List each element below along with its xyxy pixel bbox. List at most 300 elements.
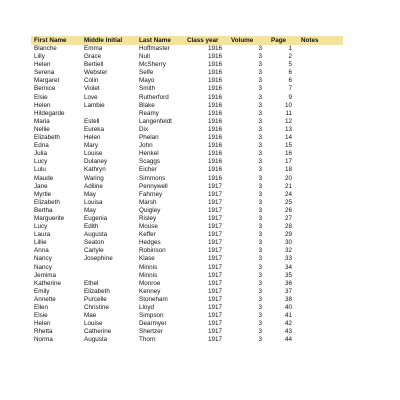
notes-cell [298,231,343,239]
table-row [31,134,343,142]
table-row [31,199,343,207]
last-name-cell: Marsh [139,198,157,206]
last-name-cell: Quigley [139,206,161,214]
header-class-year: Class year [187,37,219,44]
first-name-cell: Ellen [34,304,49,311]
page-cell: 27 [284,214,292,222]
page-cell: 30 [284,239,292,247]
page-cell: 15 [284,142,292,150]
middle-initial-cell: Emma [84,45,103,52]
last-name-cell: Smith [139,85,156,93]
page-cell: 25 [284,198,292,206]
first-name-cell: Anna [34,247,49,255]
page-cell: 12 [284,117,292,125]
table-row [31,142,343,150]
first-name-cell: Helen [34,61,51,69]
class-year-cell: 1917 [207,223,222,231]
notes-cell [298,158,343,166]
first-name-cell: Margaret [34,77,60,85]
page-cell: 26 [284,206,292,214]
first-name-cell: Elsie [34,93,48,101]
volume-cell: 3 [258,182,262,190]
page-cell: 1 [288,45,292,52]
notes-cell [298,142,343,150]
first-name-cell: Katherine [34,279,61,287]
page-cell: 29 [284,231,292,239]
first-name-cell: Jane [34,182,48,190]
table-body [31,45,343,344]
volume-cell: 3 [258,304,262,311]
middle-initial-cell: Louise [84,150,103,158]
volume-cell: 3 [258,166,262,174]
class-year-cell: 1917 [207,304,222,311]
page-cell: 10 [284,101,292,109]
header-notes: Notes [301,37,319,44]
notes-cell [298,53,343,61]
first-name-cell: Nancy [34,255,52,263]
volume-cell: 3 [258,271,262,279]
middle-initial-cell: Adiline [84,182,103,190]
page-cell: 17 [284,158,292,166]
middle-initial-cell: Eugenia [84,214,108,222]
middle-initial-cell: Seaton [84,239,104,247]
table-row [31,126,343,134]
page-cell: 28 [284,223,292,231]
notes-cell [298,85,343,93]
first-name-cell: Laura [34,231,51,239]
volume-cell: 3 [258,328,262,336]
middle-initial-cell: Bertiell [84,61,104,69]
last-name-cell: Henkel [139,150,159,158]
middle-initial-cell: Dulaney [84,158,108,166]
class-year-cell: 1916 [207,69,222,77]
class-year-cell: 1916 [207,158,222,166]
table-row [31,304,343,312]
table-row [31,158,343,166]
volume-cell: 3 [258,117,262,125]
class-year-cell: 1917 [207,263,222,271]
last-name-cell: Langenfeldt [139,117,172,125]
middle-initial-cell: Lambie [84,101,105,109]
class-year-cell: 1917 [207,198,222,206]
middle-initial-cell: Grace [84,53,102,61]
middle-initial-cell [81,110,136,118]
class-year-cell: 1916 [207,150,222,158]
notes-cell [298,199,343,207]
last-name-cell: Robinson [139,247,166,255]
middle-initial-cell: Helen [84,134,101,142]
middle-initial-cell: Augusta [84,231,108,239]
notes-cell [298,320,343,328]
table-row [31,272,343,280]
first-name-cell: Elizabeth [34,134,60,142]
first-name-cell: Emily [34,287,50,295]
page-cell: 33 [284,255,292,263]
volume-cell: 3 [258,190,262,198]
header-page: Page [271,37,287,44]
middle-initial-cell: Mary [84,142,98,150]
class-year-cell: 1917 [207,239,222,247]
class-year-cell: 1916 [207,45,222,52]
volume-cell: 3 [258,142,262,150]
first-name-cell: Norma [34,336,53,344]
volume-cell: 3 [258,101,262,109]
table-row [31,150,343,158]
class-year-cell: 1916 [207,117,222,125]
first-name-cell: Lilly [34,53,45,61]
notes-cell [298,272,343,280]
header-last-name: Last Name [139,37,171,44]
table-row [31,328,343,336]
volume-cell: 3 [258,53,262,61]
last-name-cell: Thorn [139,336,156,344]
table-row [31,175,343,183]
last-name-cell: Eicher [139,166,157,174]
notes-cell [298,77,343,85]
class-year-cell: 1916 [207,125,222,133]
first-name-cell: Hildegarde [34,109,65,117]
notes-cell [298,183,343,191]
page-cell: 5 [288,61,292,69]
page-cell: 34 [284,263,292,271]
last-name-cell: Stoneham [139,295,168,303]
page-cell: 2 [288,53,292,61]
notes-cell [298,239,343,247]
class-year-cell: 1916 [207,85,222,93]
page-cell: 36 [284,279,292,287]
middle-initial-cell: Carlyle [84,247,104,255]
last-name-cell: Minnis [139,263,158,271]
middle-initial-cell: Edith [84,223,99,231]
page-cell: 24 [284,190,292,198]
middle-initial-cell: Louise [84,320,103,328]
last-name-cell: Rutherford [139,93,169,101]
page-cell: 9 [288,93,292,101]
volume-cell: 3 [258,320,262,328]
header-middle-initial: Middle Initial [84,37,123,44]
table-row [31,118,343,126]
middle-initial-cell: Eureka [84,125,104,133]
middle-initial-cell: Christine [84,304,109,311]
volume-cell: 3 [258,61,262,69]
notes-cell [298,191,343,199]
table-row [31,247,343,255]
page-cell: 7 [288,85,292,93]
middle-initial-cell: Purcelle [84,295,107,303]
table-row [31,102,343,110]
volume-cell: 3 [258,125,262,133]
table-row [31,45,343,53]
first-name-cell: Rhetta [34,328,53,336]
first-name-cell: Edna [34,142,49,150]
volume-cell: 3 [258,247,262,255]
page-cell: 37 [284,287,292,295]
table-row [31,320,343,328]
table-row [31,207,343,215]
notes-cell [298,223,343,231]
middle-initial-cell: May [84,190,96,198]
notes-cell [298,296,343,304]
middle-initial-cell: Violet [84,85,100,93]
volume-cell: 3 [258,312,262,320]
table-row [31,183,343,191]
page-cell: 35 [284,271,292,279]
class-year-cell: 1917 [207,328,222,336]
middle-initial-cell: Estell [84,117,100,125]
notes-cell [298,312,343,320]
volume-cell: 3 [258,134,262,142]
first-name-cell: Maude [34,174,54,182]
last-name-cell: Simmons [139,174,166,182]
notes-cell [298,45,343,53]
page-cell: 14 [284,134,292,142]
last-name-cell: Blake [139,101,155,109]
page-cell: 18 [284,166,292,174]
class-year-cell: 1916 [207,166,222,174]
notes-cell [298,304,343,312]
page-cell: 16 [284,150,292,158]
class-year-cell: 1916 [207,101,222,109]
volume-cell: 3 [258,214,262,222]
table-row [31,231,343,239]
class-year-cell: 1917 [207,190,222,198]
middle-initial-cell: Elizabeth [84,287,110,295]
page-cell: 13 [284,125,292,133]
first-name-cell: Nancy [34,263,52,271]
middle-initial-cell: Webster [84,69,108,77]
first-name-cell: Marguerite [34,214,65,222]
notes-cell [298,94,343,102]
first-name-cell: Helen [34,320,51,328]
spreadsheet [31,36,343,344]
first-name-cell: Blanche [34,45,57,52]
notes-cell [298,264,343,272]
middle-initial-cell: Love [84,93,98,101]
notes-cell [298,247,343,255]
table-row [31,85,343,93]
notes-cell [298,336,343,344]
last-name-cell: John [139,142,153,150]
last-name-cell: Selfe [139,69,154,77]
middle-initial-cell: Louisa [84,198,103,206]
last-name-cell: Keffer [139,231,156,239]
table-row [31,166,343,174]
class-year-cell: 1917 [207,320,222,328]
table-row [31,255,343,263]
class-year-cell: 1917 [207,287,222,295]
table-row [31,94,343,102]
first-name-cell: Jemima [34,271,57,279]
volume-cell: 3 [258,150,262,158]
class-year-cell: 1916 [207,142,222,150]
notes-cell [298,118,343,126]
notes-cell [298,134,343,142]
page-cell: 6 [288,69,292,77]
table-row [31,110,343,118]
notes-cell [298,215,343,223]
middle-initial-cell: Catherine [84,328,112,336]
notes-cell [298,288,343,296]
notes-cell [298,102,343,110]
notes-cell [298,110,343,118]
volume-cell: 3 [258,223,262,231]
middle-initial-cell: Ethel [84,279,99,287]
page-cell: 11 [285,109,292,117]
first-name-cell: Julia [34,150,47,158]
table-row [31,191,343,199]
last-name-cell: Mouse [139,223,158,231]
volume-cell: 3 [258,174,262,182]
first-name-cell: Nellie [34,125,50,133]
table-row [31,280,343,288]
first-name-cell: Elsie [34,312,48,320]
volume-cell: 3 [258,263,262,271]
last-name-cell: Lloyd [139,304,155,311]
first-name-cell: Lillie [34,239,47,247]
table-row [31,61,343,69]
class-year-cell: 1916 [207,174,222,182]
class-year-cell: 1917 [207,206,222,214]
last-name-cell: Klase [139,255,155,263]
volume-cell: 3 [258,85,262,93]
last-name-cell: Kenney [139,287,161,295]
table-row [31,53,343,61]
volume-cell: 3 [258,198,262,206]
middle-initial-cell: Colin [84,77,99,85]
class-year-cell: 1917 [207,336,222,344]
notes-cell [298,175,343,183]
last-name-cell: Scaggs [139,158,161,166]
volume-cell: 3 [258,77,262,85]
last-name-cell: Pennywell [139,182,168,190]
page-cell: 44 [284,336,292,344]
table-row [31,239,343,247]
volume-cell: 3 [258,287,262,295]
last-name-cell: Minnis [139,271,158,279]
last-name-cell: Hedges [139,239,161,247]
first-name-cell: Bernice [34,85,56,93]
page-cell: 38 [284,295,292,303]
table-row [31,312,343,320]
last-name-cell: Fahrney [139,190,163,198]
first-name-cell: Lulu [34,166,46,174]
last-name-cell: Shertzer [139,328,163,336]
class-year-cell: 1916 [207,53,222,61]
class-year-cell: 1916 [207,93,222,101]
volume-cell: 3 [258,295,262,303]
middle-initial-cell: Josephine [84,255,113,263]
middle-initial-cell [81,264,136,272]
middle-initial-cell: Mae [84,312,97,320]
first-name-cell: Bertha [34,206,53,214]
middle-initial-cell: Kathryn [84,166,106,174]
first-name-cell: Elizabeth [34,198,60,206]
notes-cell [298,69,343,77]
first-name-cell: Helen [34,101,51,109]
notes-cell [298,61,343,69]
class-year-cell: 1916 [207,109,222,117]
notes-cell [298,255,343,263]
volume-cell: 3 [258,255,262,263]
table-row [31,215,343,223]
volume-cell: 3 [258,239,262,247]
first-name-cell: Maria [34,117,50,125]
notes-cell [298,150,343,158]
page-cell: 42 [284,320,292,328]
table-row [31,288,343,296]
class-year-cell: 1917 [207,271,222,279]
notes-cell [298,328,343,336]
header-first-name: First Name [34,37,67,44]
last-name-cell: Null [139,53,150,61]
last-name-cell: Risley [139,214,157,222]
notes-cell [298,280,343,288]
last-name-cell: Simpson [139,312,164,320]
volume-cell: 3 [258,336,262,344]
last-name-cell: Reamy [139,109,159,117]
page-cell: 21 [284,182,292,190]
last-name-cell: Mayo [139,77,155,85]
last-name-cell: Dix [139,125,149,133]
class-year-cell: 1917 [207,279,222,287]
class-year-cell: 1917 [207,312,222,320]
last-name-cell: Dearmyer [139,320,167,328]
notes-cell [298,207,343,215]
first-name-cell: Myrtle [34,190,52,198]
class-year-cell: 1917 [207,255,222,263]
header-volume: Volume [231,37,254,44]
header-row [31,36,343,45]
middle-initial-cell: Waring [84,174,104,182]
volume-cell: 3 [258,158,262,166]
table-row [31,69,343,77]
volume-cell: 3 [258,45,262,52]
class-year-cell: 1917 [207,295,222,303]
page-cell: 20 [284,174,292,182]
page-cell: 43 [284,328,292,336]
first-name-cell: Annette [34,295,56,303]
table-row [31,336,343,344]
last-name-cell: Hoffmaster [139,45,170,52]
page-cell: 6 [288,77,292,85]
page-cell: 32 [284,247,292,255]
last-name-cell: Monroe [139,279,161,287]
volume-cell: 3 [258,69,262,77]
middle-initial-cell: May [84,206,96,214]
class-year-cell: 1917 [207,214,222,222]
first-name-cell: Lucy [34,158,48,166]
table-row [31,264,343,272]
volume-cell: 3 [258,93,262,101]
class-year-cell: 1917 [207,247,222,255]
volume-cell: 3 [258,279,262,287]
class-year-cell: 1916 [207,77,222,85]
first-name-cell: Serena [34,69,55,77]
first-name-cell: Lucy [34,223,48,231]
class-year-cell: 1917 [207,182,222,190]
middle-initial-cell: Augusta [84,336,108,344]
middle-initial-cell [81,272,136,280]
volume-cell: 3 [258,231,262,239]
notes-cell [298,126,343,134]
volume-cell: 3 [258,109,262,117]
page-cell: 40 [284,304,292,311]
table-row [31,77,343,85]
table-row [31,223,343,231]
class-year-cell: 1916 [207,134,222,142]
last-name-cell: McSherry [139,61,166,69]
notes-cell [298,166,343,174]
